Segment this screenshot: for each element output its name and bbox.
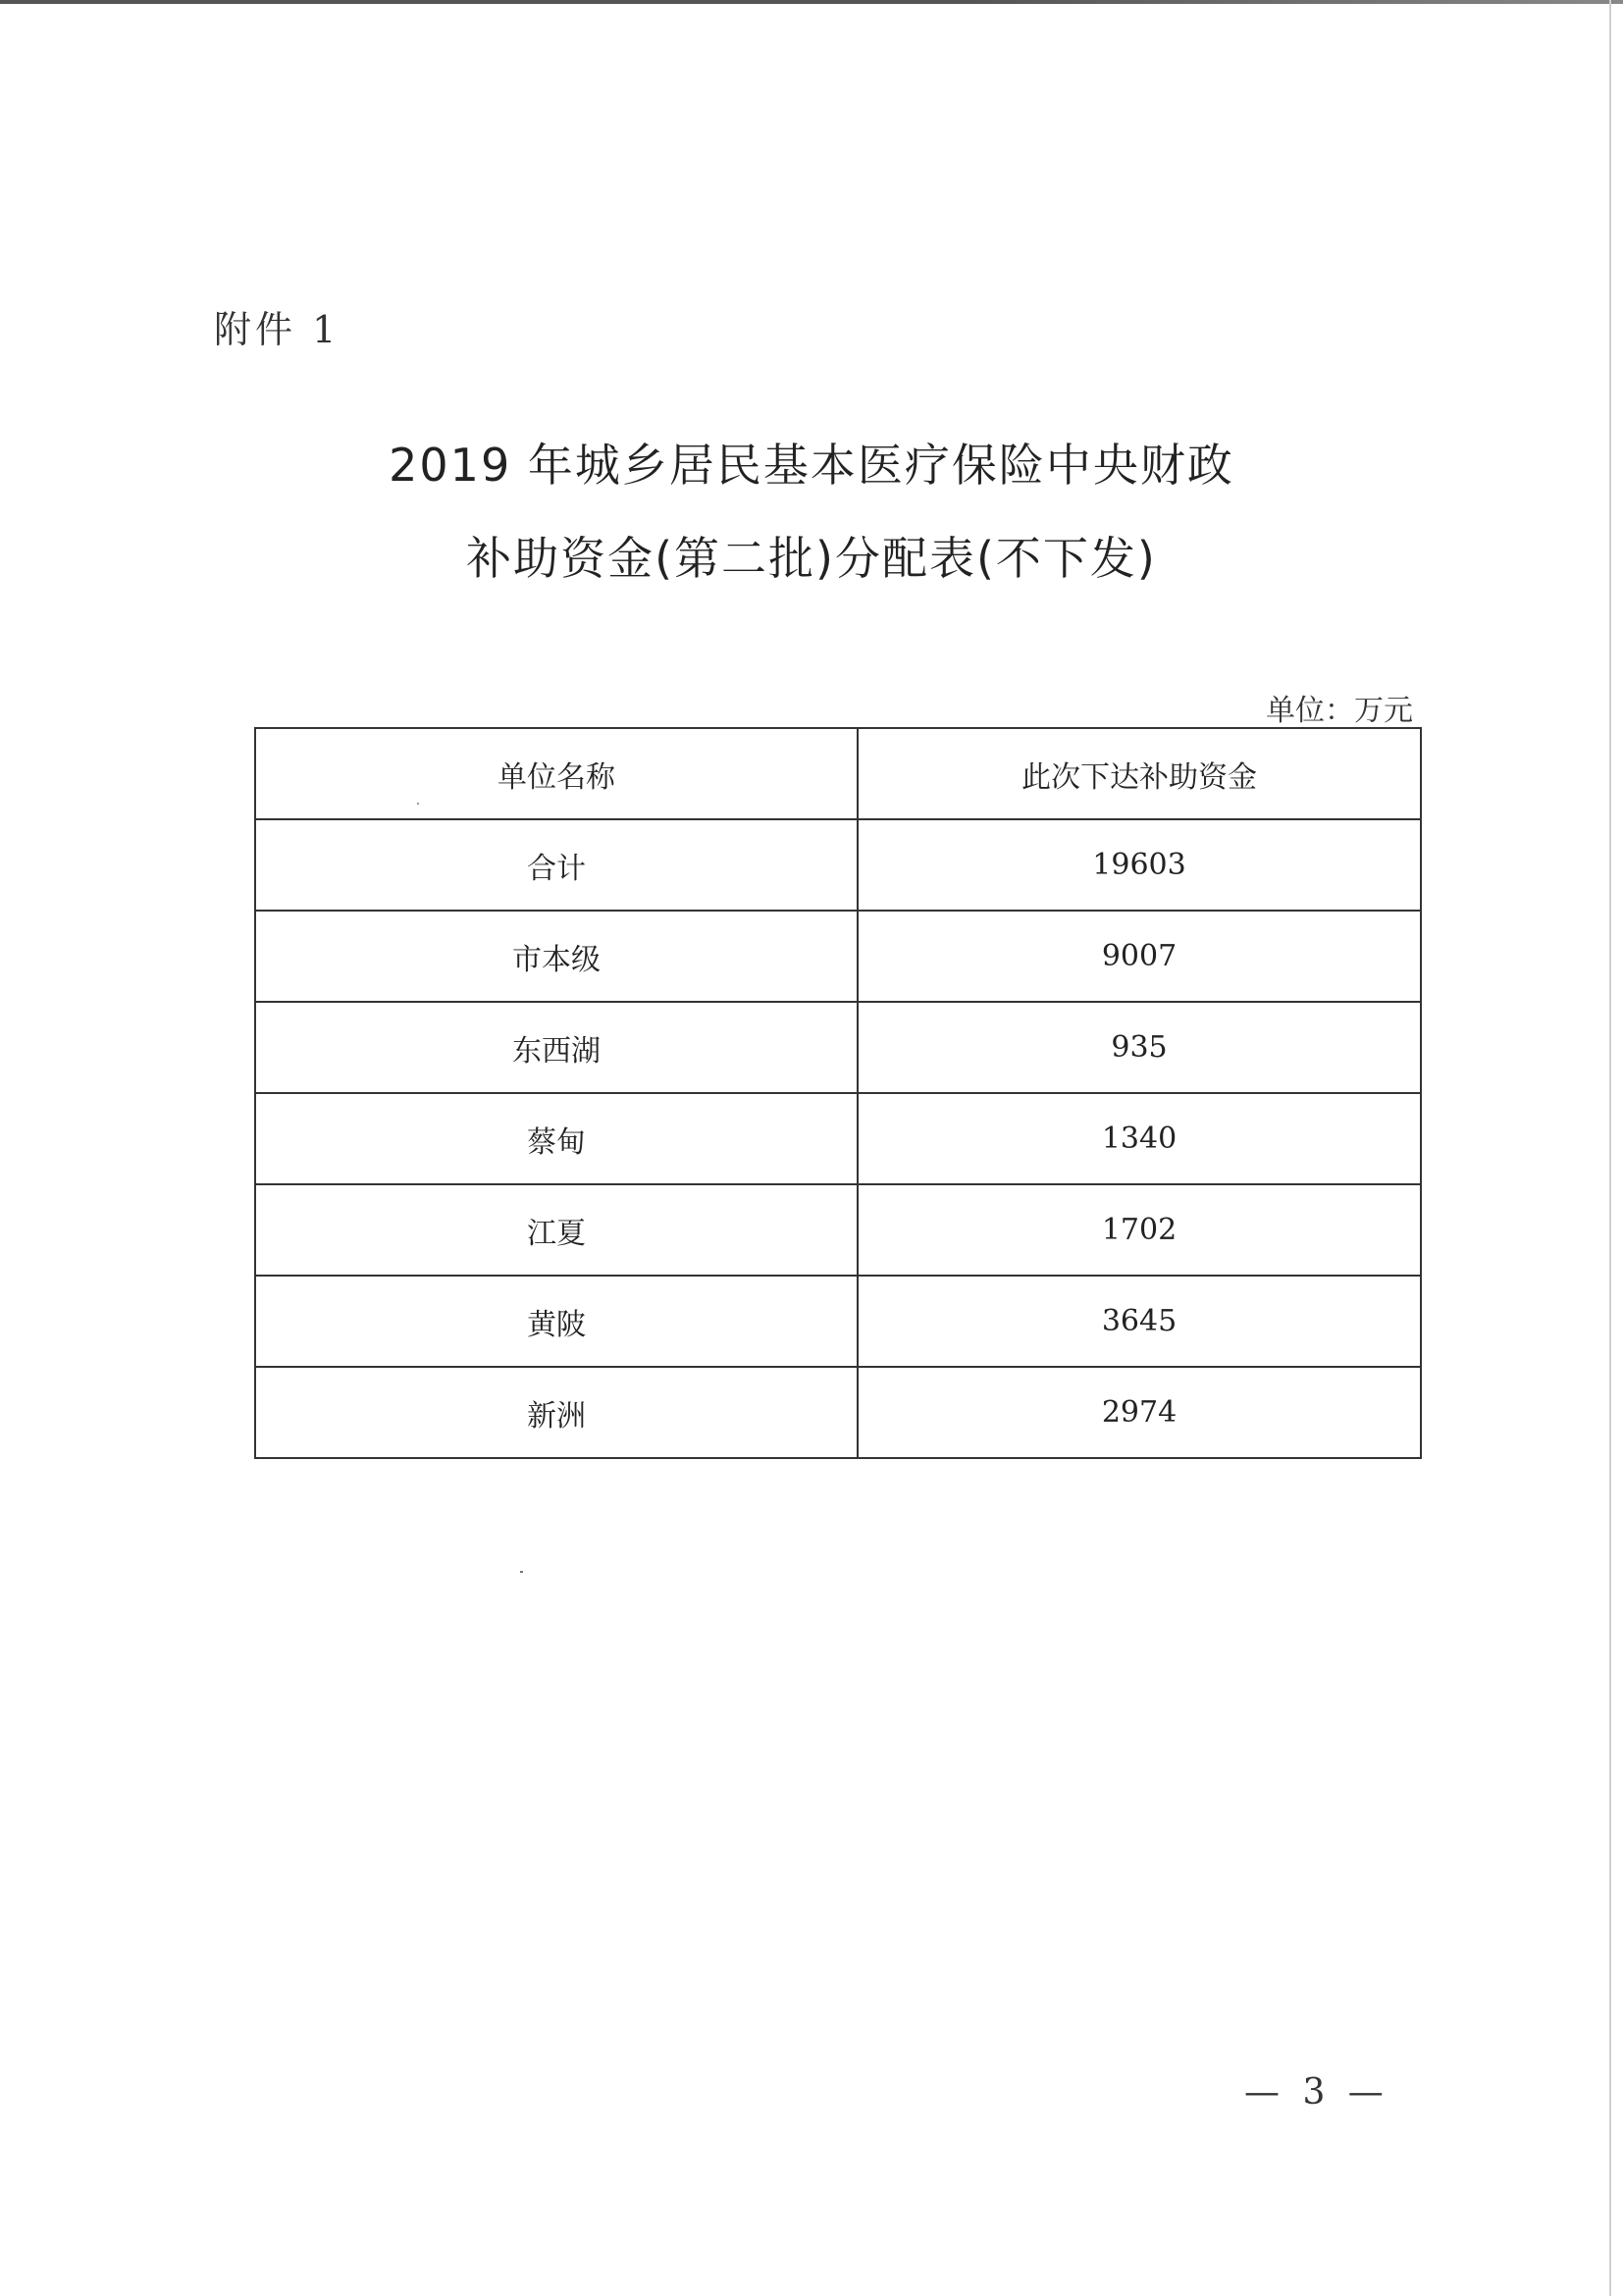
row-amount: 19603	[858, 819, 1421, 911]
row-amount: 1340	[858, 1093, 1421, 1184]
table-row-total	[255, 819, 1421, 911]
table-header-row	[255, 728, 1421, 819]
allocation-table-container	[254, 727, 1420, 1459]
unit-label: 单位：万元	[1266, 694, 1413, 728]
row-name: 合计	[255, 819, 858, 911]
allocation-table	[254, 727, 1422, 1459]
row-amount: 9007	[858, 911, 1421, 1002]
row-name: 蔡甸	[255, 1093, 858, 1184]
row-amount: 2974	[858, 1367, 1421, 1458]
document-title-line-2: 补助资金(第二批)分配表(不下发)	[466, 532, 1157, 585]
scan-edge-top	[0, 0, 1623, 4]
document-title-line-1: 2019 年城乡居民基本医疗保险中央财政	[389, 439, 1234, 492]
row-amount: 1702	[858, 1184, 1421, 1276]
row-name: 东西湖	[255, 1002, 858, 1093]
table-row	[255, 911, 1421, 1002]
row-name: 江夏	[255, 1184, 858, 1276]
table-row	[255, 1367, 1421, 1458]
scan-speck	[417, 803, 419, 805]
scan-speck	[520, 1571, 523, 1573]
row-amount: 935	[858, 1002, 1421, 1093]
table-row	[255, 1276, 1421, 1367]
attachment-label: 附件 1	[214, 308, 340, 351]
row-name: 新洲	[255, 1367, 858, 1458]
row-name: 市本级	[255, 911, 858, 1002]
table-row	[255, 1002, 1421, 1093]
header-subsidy-amount: 此次下达补助资金	[858, 728, 1421, 819]
page-number: — 3 —	[1244, 2072, 1389, 2113]
scan-edge-right	[1609, 0, 1611, 2296]
table-row	[255, 1184, 1421, 1276]
row-name: 黄陂	[255, 1276, 858, 1367]
header-unit-name: 单位名称	[255, 728, 858, 819]
table-row	[255, 1093, 1421, 1184]
row-amount: 3645	[858, 1276, 1421, 1367]
